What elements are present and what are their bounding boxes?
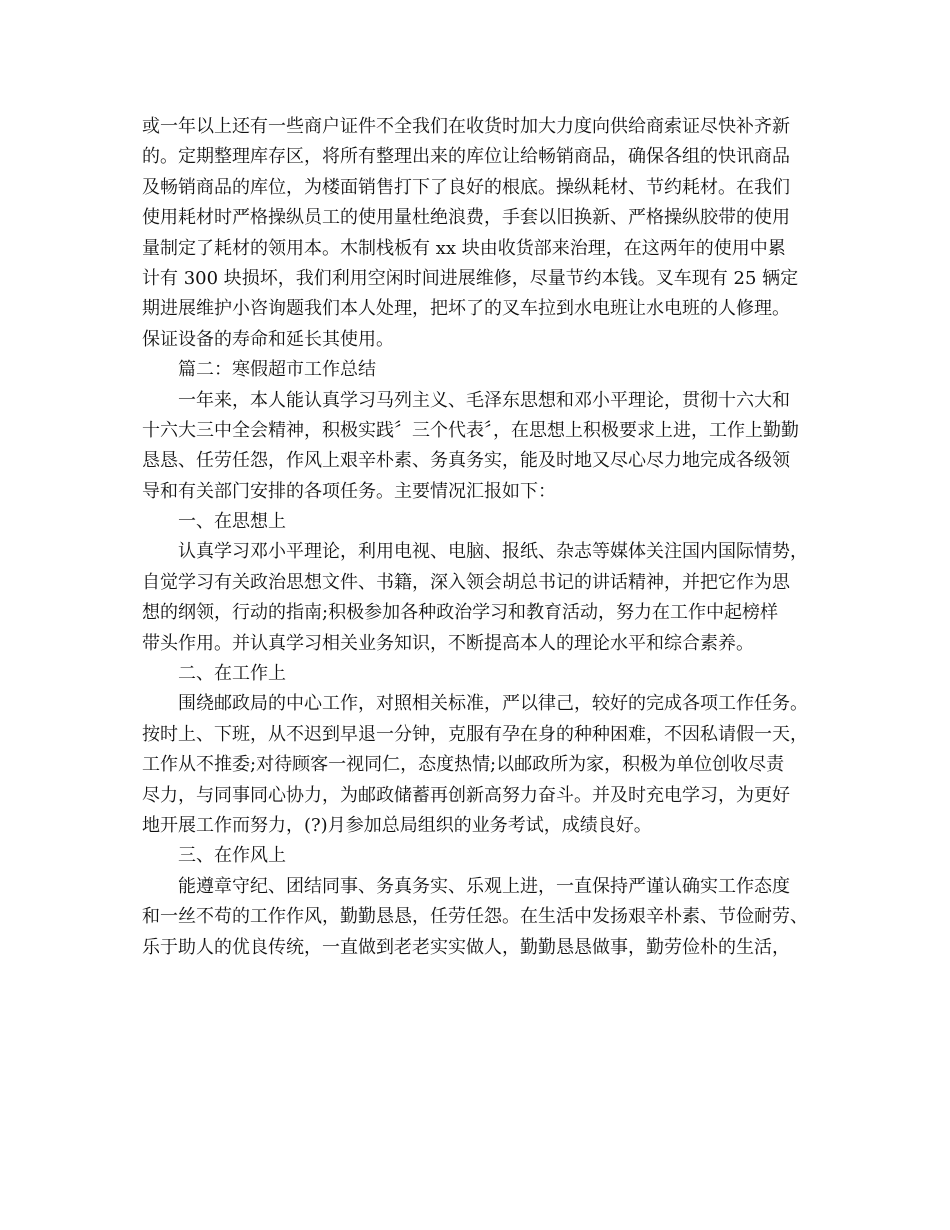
section-heading: 一、在思想上 bbox=[178, 511, 286, 533]
text-line: 想的纲领，行动的指南;积极参加各种政治学习和教育活动，努力在工作中起榜样 bbox=[142, 602, 779, 624]
text-line: 恳恳、任劳任怨，作风上艰辛朴素、务真务实，能及时地又尽心尽力地完成各级领 bbox=[142, 450, 790, 472]
text-line: 围绕邮政局的中心工作，对照相关标准，严以律己，较好的完成各项工作任务。 bbox=[178, 693, 808, 715]
text-line: 乐于助人的优良传统，一直做到老老实实做人，勤勤恳恳做事，勤劳俭朴的生活， bbox=[142, 936, 790, 958]
text-line: 能遵章守纪、团结同事、务真务实、乐观上进，一直保持严谨认确实工作态度 bbox=[178, 875, 790, 897]
document-body bbox=[142, 112, 822, 963]
section-heading: 篇二：寒假超市工作总结 bbox=[178, 359, 376, 381]
text-line: 地开展工作而努力，(?)月参加总局组织的业务考试，成绩良好。 bbox=[142, 814, 652, 836]
text-line: 保证设备的寿命和延长其使用。 bbox=[142, 328, 394, 350]
text-line: 期进展维护小咨询题我们本人处理，把坏了的叉车拉到水电班让水电班的人修理。 bbox=[142, 298, 790, 320]
text-line: 导和有关部门安排的各项任务。主要情况汇报如下： bbox=[142, 480, 556, 502]
text-line: 十六大三中全会精神，积极实践〞三个代表〞，在思想上积极要求上进，工作上勤勤 bbox=[142, 419, 799, 441]
text-line: 或一年以上还有一些商户证件不全我们在收货时加大力度向供给商索证尽快补齐新 bbox=[142, 116, 790, 137]
text-line: 认真学习邓小平理论，利用电视、电脑、报纸、杂志等媒体关注国内国际情势， bbox=[178, 541, 808, 563]
section-heading: 二、在工作上 bbox=[178, 663, 286, 685]
text-line: 尽力，与同事同心协力，为邮政储蓄再创新高努力奋斗。并及时充电学习，为更好 bbox=[142, 784, 790, 806]
text-line: 计有 300 块损坏，我们利用空闲时间进展维修，尽量节约本钱。叉车现有 25 辆定 bbox=[142, 267, 799, 289]
text-line: 按时上、下班，从不迟到早退一分钟，克服有孕在身的种种困难，不因私请假一天， bbox=[142, 723, 808, 745]
text-line: 和一丝不苟的工作作风，勤勤恳恳，任劳任怨。在生活中发扬艰辛朴素、节俭耐劳、 bbox=[142, 906, 808, 928]
text-line: 带头作用。并认真学习相关业务知识，不断提高本人的理论水平和综合素养。 bbox=[142, 632, 754, 654]
text-line: 量制定了耗材的领用本。木制栈板有 xx 块由收货部来治理，在这两年的使用中累 bbox=[142, 237, 786, 259]
section-heading: 三、在作风上 bbox=[178, 845, 286, 867]
text-line: 的。定期整理库存区，将所有整理出来的库位让给畅销商品，确保各组的快讯商品 bbox=[142, 146, 790, 168]
text-line: 使用耗材时严格操纵员工的使用量杜绝浪费，手套以旧换新、严格操纵胶带的使用 bbox=[142, 207, 790, 229]
text-line: 一年来，本人能认真学习马列主义、毛泽东思想和邓小平理论，贯彻十六大和 bbox=[178, 389, 790, 411]
text-line: 工作从不推委;对待顾客一视同仁，态度热情;以邮政所为家，积极为单位创收尽责 bbox=[142, 754, 785, 776]
text-line: 及畅销商品的库位，为楼面销售打下了良好的根底。操纵耗材、节约耗材。在我们 bbox=[142, 176, 790, 198]
text-line: 自觉学习有关政治思想文件、书籍，深入领会胡总书记的讲话精神，并把它作为思 bbox=[142, 571, 790, 593]
